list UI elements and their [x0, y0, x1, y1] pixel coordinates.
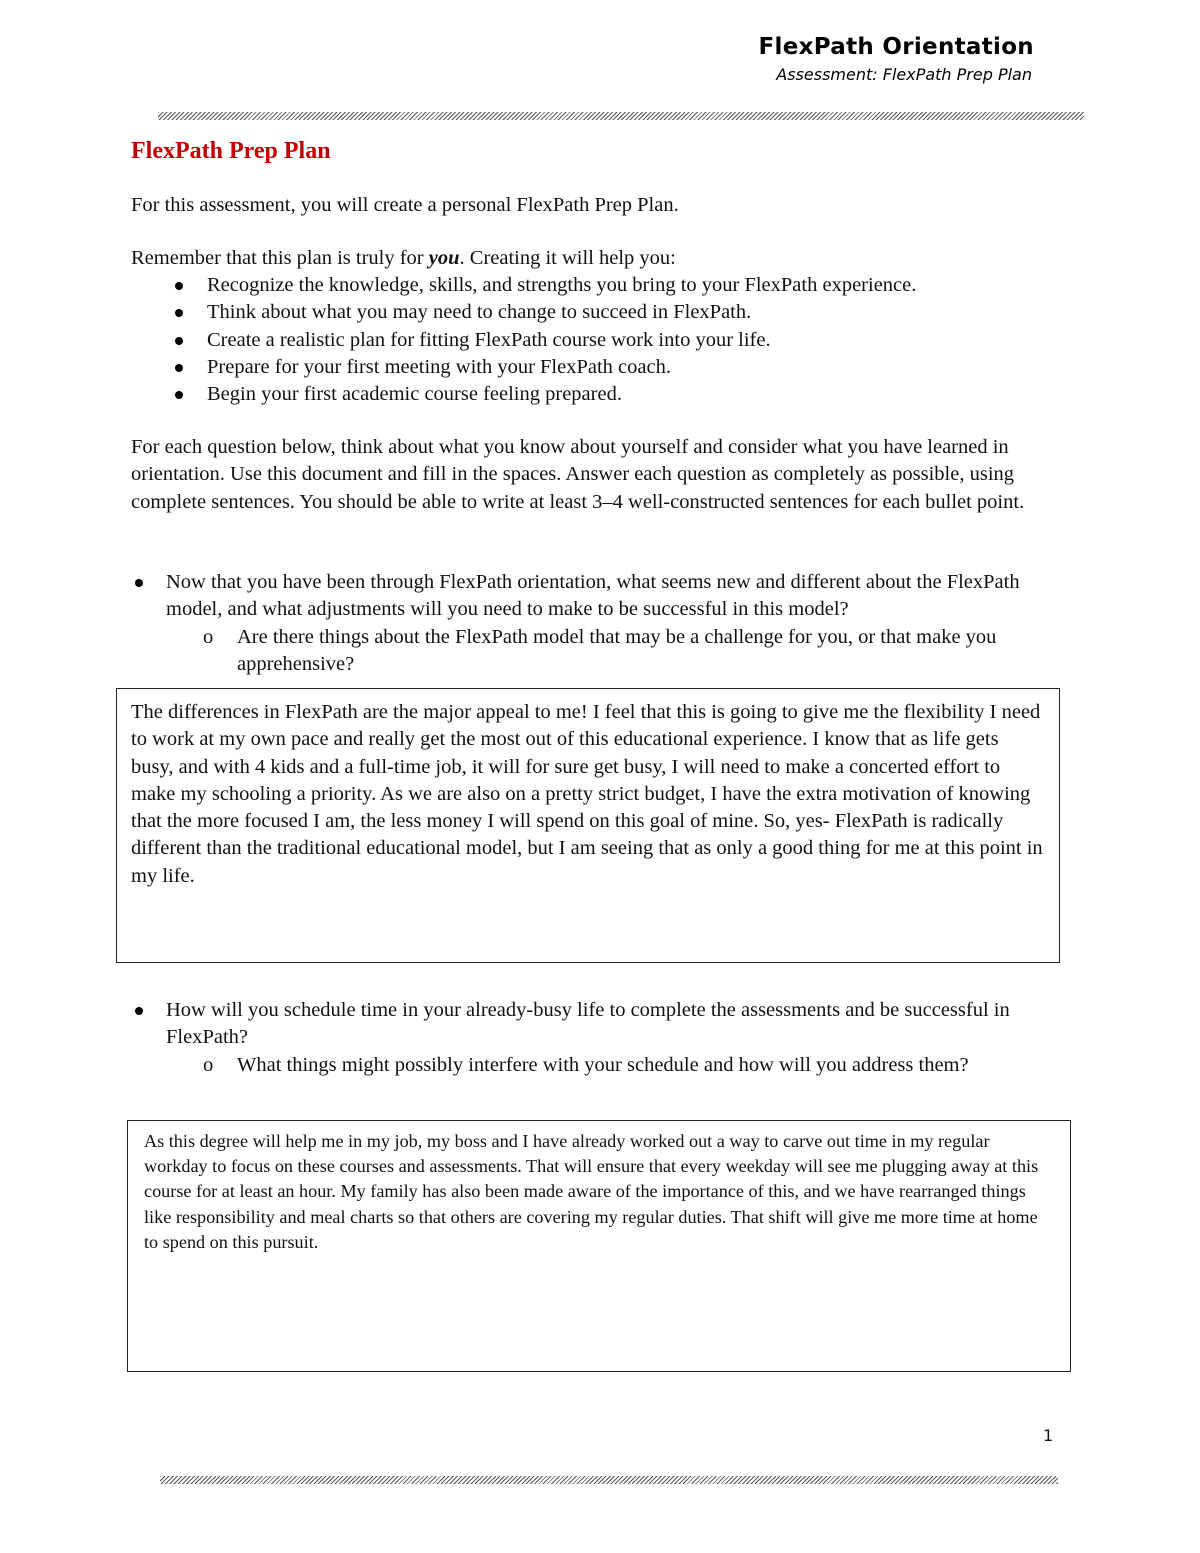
bullet-icon [175, 309, 183, 317]
list-item [131, 272, 916, 299]
question-1-sub-text: Are there things about the FlexPath model that may be a challenge for you, or that make you apprehensive? [237, 625, 997, 675]
bullet-icon [135, 1007, 143, 1015]
bullet-icon [175, 391, 183, 399]
instructions-paragraph: For each question below, think about what you know about yourself and consider what you have learned in orientation. Use this document and fill in the spaces. Answer each question as completely as possible, using complete sentences. You should be able to write at least 3–4 well-constructed sentences for each bullet point. [131, 436, 1025, 513]
remember-emphasis: you [428, 247, 460, 269]
list-item-text: Create a realistic plan for fitting FlexPath course work into your life. [207, 328, 771, 351]
list-item-text: Begin your first academic course feeling prepared. [207, 383, 622, 406]
list-item [131, 327, 916, 354]
intro-paragraph: For this assessment, you will create a personal FlexPath Prep Plan. [131, 194, 679, 216]
question-1-sub [131, 624, 1081, 679]
bullet-icon [175, 337, 183, 345]
question-2 [131, 997, 1081, 1079]
list-item [131, 299, 916, 326]
list-item-text: Prepare for your first meeting with your FlexPath coach. [207, 355, 671, 378]
remember-text-after: . Creating it will help you: [459, 247, 676, 269]
sub-bullet-marker: o [203, 625, 214, 648]
header-divider [158, 112, 1084, 120]
question-1-text: Now that you have been through FlexPath orientation, what seems new and different about the FlexPath model, and what adjustments will you need to make to be successful in this model? [166, 571, 1020, 621]
bullet-icon [175, 282, 183, 290]
question-2-sub [131, 1052, 1081, 1079]
remember-paragraph [131, 245, 676, 272]
header-subtitle: Assessment: FlexPath Prep Plan [776, 65, 1032, 84]
footer-divider [160, 1476, 1058, 1484]
list-item [131, 354, 916, 381]
list-item-text: Think about what you may need to change to succeed in FlexPath. [207, 301, 752, 324]
question-1 [131, 569, 1081, 678]
question-2-text: How will you schedule time in your already-busy life to complete the assessments and be successful in FlexPath? [166, 999, 1010, 1049]
sub-bullet-marker: o [203, 1053, 214, 1076]
benefits-list [131, 272, 916, 408]
document-title: FlexPath Prep Plan [131, 138, 331, 164]
page-number: 1 [1043, 1426, 1054, 1445]
question-2-main [131, 997, 1081, 1052]
question-2-sub-text: What things might possibly interfere with your schedule and how will you address them? [237, 1053, 969, 1076]
answer-box-2[interactable]: As this degree will help me in my job, my boss and I have already worked out a way to carve out time in my regular workday to focus on these courses and assessments. That will ensure that every weekday will see me plugging away at this course for at least an hour. My family has also been made aware of the importance of this, and we have rearranged things like responsibility and meal charts so that others are covering my regular duties. That shift will give me more time at home to spend on this pursuit. [127, 1120, 1071, 1372]
bullet-icon [175, 364, 183, 372]
question-1-main [131, 569, 1081, 624]
list-item [131, 381, 916, 408]
list-item-text: Recognize the knowledge, skills, and strengths you bring to your FlexPath experience. [207, 274, 917, 296]
bullet-icon [135, 579, 143, 587]
header-title: FlexPath Orientation [758, 34, 1034, 60]
answer-box-1[interactable]: The differences in FlexPath are the major appeal to me! I feel that this is going to give me the flexibility I need to work at my own pace and really get the most out of this educational experience. I know that as life gets busy, and with 4 kids and a full-time job, it will for sure get busy, I will need to make a concerted effort to make my schooling a priority. As we are also on a pretty strict budget, I have the extra motivation of knowing that the more focused I am, the less money I will spend on this goal of mine. So, yes- FlexPath is radically different than the traditional educational model, but I am seeing that as only a good thing for me at this point in my life. [116, 688, 1060, 963]
remember-text-before: Remember that this plan is truly for [131, 247, 429, 269]
